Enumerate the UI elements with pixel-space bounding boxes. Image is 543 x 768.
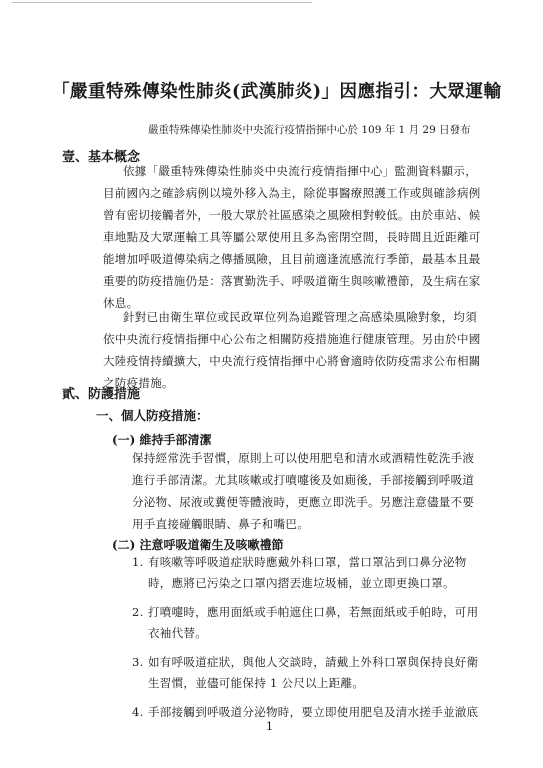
list-item <box>132 652 479 694</box>
text-line: 之防疫措施。 <box>103 376 174 390</box>
list-item <box>132 702 479 723</box>
list-number: 2. <box>132 605 144 619</box>
item-heading-hand-hygiene: (一) 維持手部清潔 <box>112 433 212 447</box>
text-line: 目前國內之確診病例以境外移入為主，除從事醫療照護工作或與確診病例 <box>103 186 481 200</box>
text-line: 依據「嚴重特殊傳染性肺炎中央流行疫情指揮中心」監測資料顯示， <box>123 164 477 178</box>
list-item <box>132 602 479 644</box>
text-line: 車地點及大眾運輸工具等屬公眾使用且多為密閉空間，長時間且近距離可 <box>103 230 481 244</box>
section-heading-basic-concepts: 壹、基本概念 <box>62 150 141 165</box>
issued-line: 嚴重特殊傳染性肺炎中央流行疫情指揮中心於 109 年 1 月 29 日發布 <box>148 124 471 136</box>
page-number: 1 <box>266 720 273 733</box>
text-line: 衣袖代替。 <box>148 626 207 640</box>
list-number: 1. <box>132 555 144 569</box>
text-line: 如有呼吸道症狀，與他人交談時，請戴上外科口罩與保持良好衛 <box>148 655 479 669</box>
text-line: 生習慣，並儘可能保持 1 公尺以上距離。 <box>148 676 365 690</box>
text-line: 針對已由衛生單位或民政單位列為追蹤管理之高感染風險對象，均須 <box>123 310 477 324</box>
document-title: 「嚴重特殊傳染性肺炎(武漢肺炎)」因應指引：大眾運輸 <box>52 82 502 102</box>
list-item <box>132 552 472 594</box>
paragraph-hand-hygiene <box>132 447 474 535</box>
text-line: 分泌物、尿液或糞便等體液時，更應立即洗手。另應注意儘量不要 <box>132 495 475 509</box>
text-line: 能增加呼吸道傳染病之傳播風險，且目前適逢流感流行季節，最基本且最 <box>103 252 481 266</box>
text-line: 打噴嚏時，應用面紙或手帕遮住口鼻，若無面紙或手帕時，可用 <box>148 605 479 619</box>
list-number: 4. <box>132 705 144 719</box>
text-line: 大陸疫情持續擴大，中央流行疫情指揮中心將會適時依防疫需求公布相關 <box>103 354 481 368</box>
paragraph-basic-2 <box>103 306 481 394</box>
section-heading-protective-measures: 貳、防護措施 <box>62 387 141 402</box>
text-line: 曾有密切接觸者外，一般大眾於社區感染之風險相對較低。由於車站、候 <box>103 208 481 222</box>
scan-artifact-line <box>12 2 312 3</box>
text-line: 有咳嗽等呼吸道症狀時應戴外科口罩，當口罩沾到口鼻分泌物 <box>148 555 467 569</box>
text-line: 時，應將已污染之口罩內摺丟進垃圾桶，並立即更換口罩。 <box>148 576 455 590</box>
item-heading-respiratory-etiquette: (二) 注意呼吸道衛生及咳嗽禮節 <box>112 538 284 552</box>
paragraph-basic-1 <box>103 160 481 314</box>
text-line: 保持經常洗手習慣，原則上可以使用肥皂和清水或酒精性乾洗手液 <box>132 451 475 465</box>
text-line: 手部接觸到呼吸道分泌物時，要立即使用肥皂及清水搓手並澈底 <box>148 705 479 719</box>
text-line: 用手直接碰觸眼睛、鼻子和嘴巴。 <box>132 517 309 531</box>
text-line: 進行手部清潔。尤其咳嗽或打噴嚏後及如廁後，手部接觸到呼吸道 <box>132 473 475 487</box>
subsection-heading-personal: 一、個人防疫措施： <box>96 408 209 423</box>
text-line: 依中央流行疫情指揮中心公布之相關防疫措施進行健康管理。另由於中國 <box>103 332 481 346</box>
text-line: 休息。 <box>103 296 139 310</box>
respiratory-etiquette-list <box>132 552 479 723</box>
list-number: 3. <box>132 655 144 669</box>
text-line: 重要的防疫措施仍是：落實勤洗手、呼吸道衛生與咳嗽禮節，及生病在家 <box>103 274 481 288</box>
